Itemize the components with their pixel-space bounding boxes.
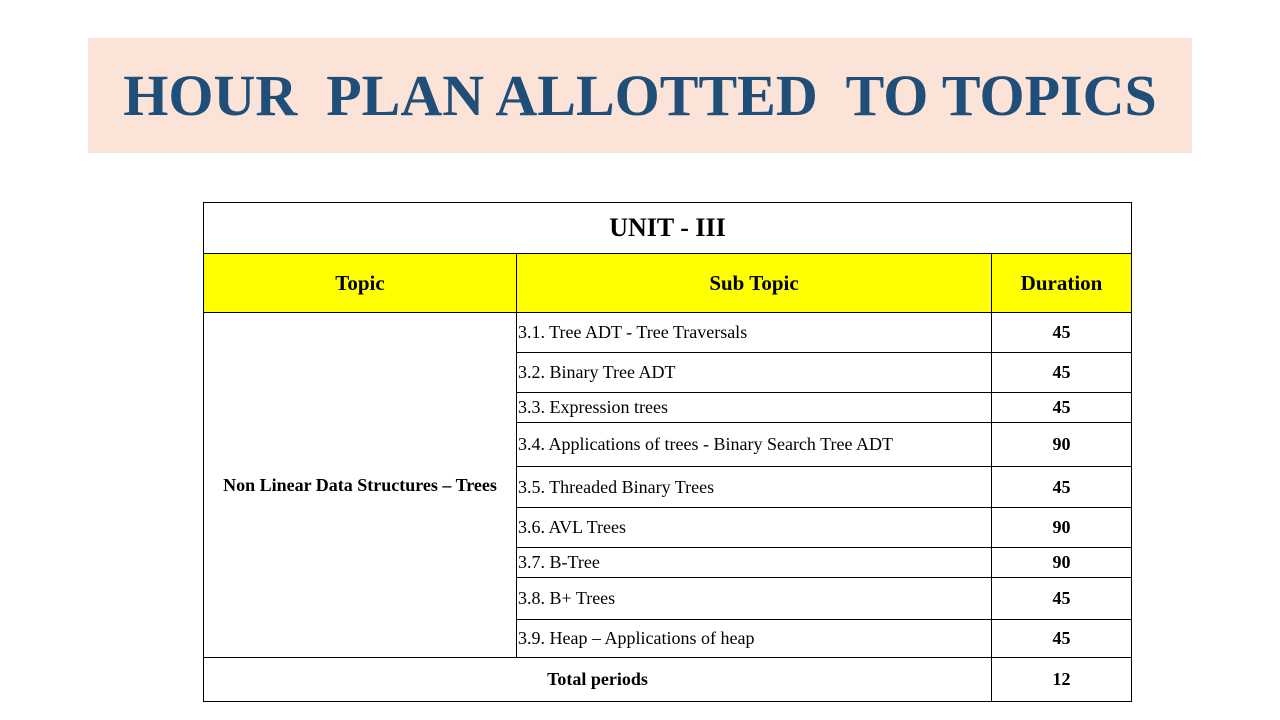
- unit-row: [204, 203, 1132, 254]
- header-row: [204, 254, 1132, 313]
- duration-cell: 45: [992, 393, 1132, 423]
- header-sub-topic: Sub Topic: [517, 254, 992, 313]
- sub-topic-cell: 3.2. Binary Tree ADT: [517, 353, 992, 393]
- sub-topic-cell: 3.6. AVL Trees: [517, 508, 992, 548]
- total-label: Total periods: [204, 658, 992, 702]
- duration-cell: 90: [992, 548, 1132, 578]
- sub-topic-cell: 3.4. Applications of trees - Binary Search Tree ADT: [517, 423, 992, 467]
- table-row: [204, 313, 1132, 353]
- hour-plan-table: [203, 202, 1132, 702]
- slide-title: HOUR PLAN ALLOTTED TO TOPICS: [123, 63, 1157, 128]
- duration-cell: 90: [992, 423, 1132, 467]
- duration-cell: 45: [992, 353, 1132, 393]
- unit-heading: UNIT - III: [204, 203, 1132, 254]
- sub-topic-cell: 3.1. Tree ADT - Tree Traversals: [517, 313, 992, 353]
- duration-cell: 45: [992, 620, 1132, 658]
- header-duration: Duration: [992, 254, 1132, 313]
- duration-cell: 45: [992, 467, 1132, 508]
- sub-topic-cell: 3.8. B+ Trees: [517, 578, 992, 620]
- sub-topic-cell: 3.3. Expression trees: [517, 393, 992, 423]
- topic-cell: Non Linear Data Structures – Trees: [204, 313, 517, 658]
- duration-cell: 45: [992, 578, 1132, 620]
- sub-topic-cell: 3.9. Heap – Applications of heap: [517, 620, 992, 658]
- title-banner: [88, 38, 1192, 153]
- sub-topic-cell: 3.5. Threaded Binary Trees: [517, 467, 992, 508]
- sub-topic-cell: 3.7. B-Tree: [517, 548, 992, 578]
- duration-cell: 45: [992, 313, 1132, 353]
- header-topic: Topic: [204, 254, 517, 313]
- total-value: 12: [992, 658, 1132, 702]
- total-row: [204, 658, 1132, 702]
- duration-cell: 90: [992, 508, 1132, 548]
